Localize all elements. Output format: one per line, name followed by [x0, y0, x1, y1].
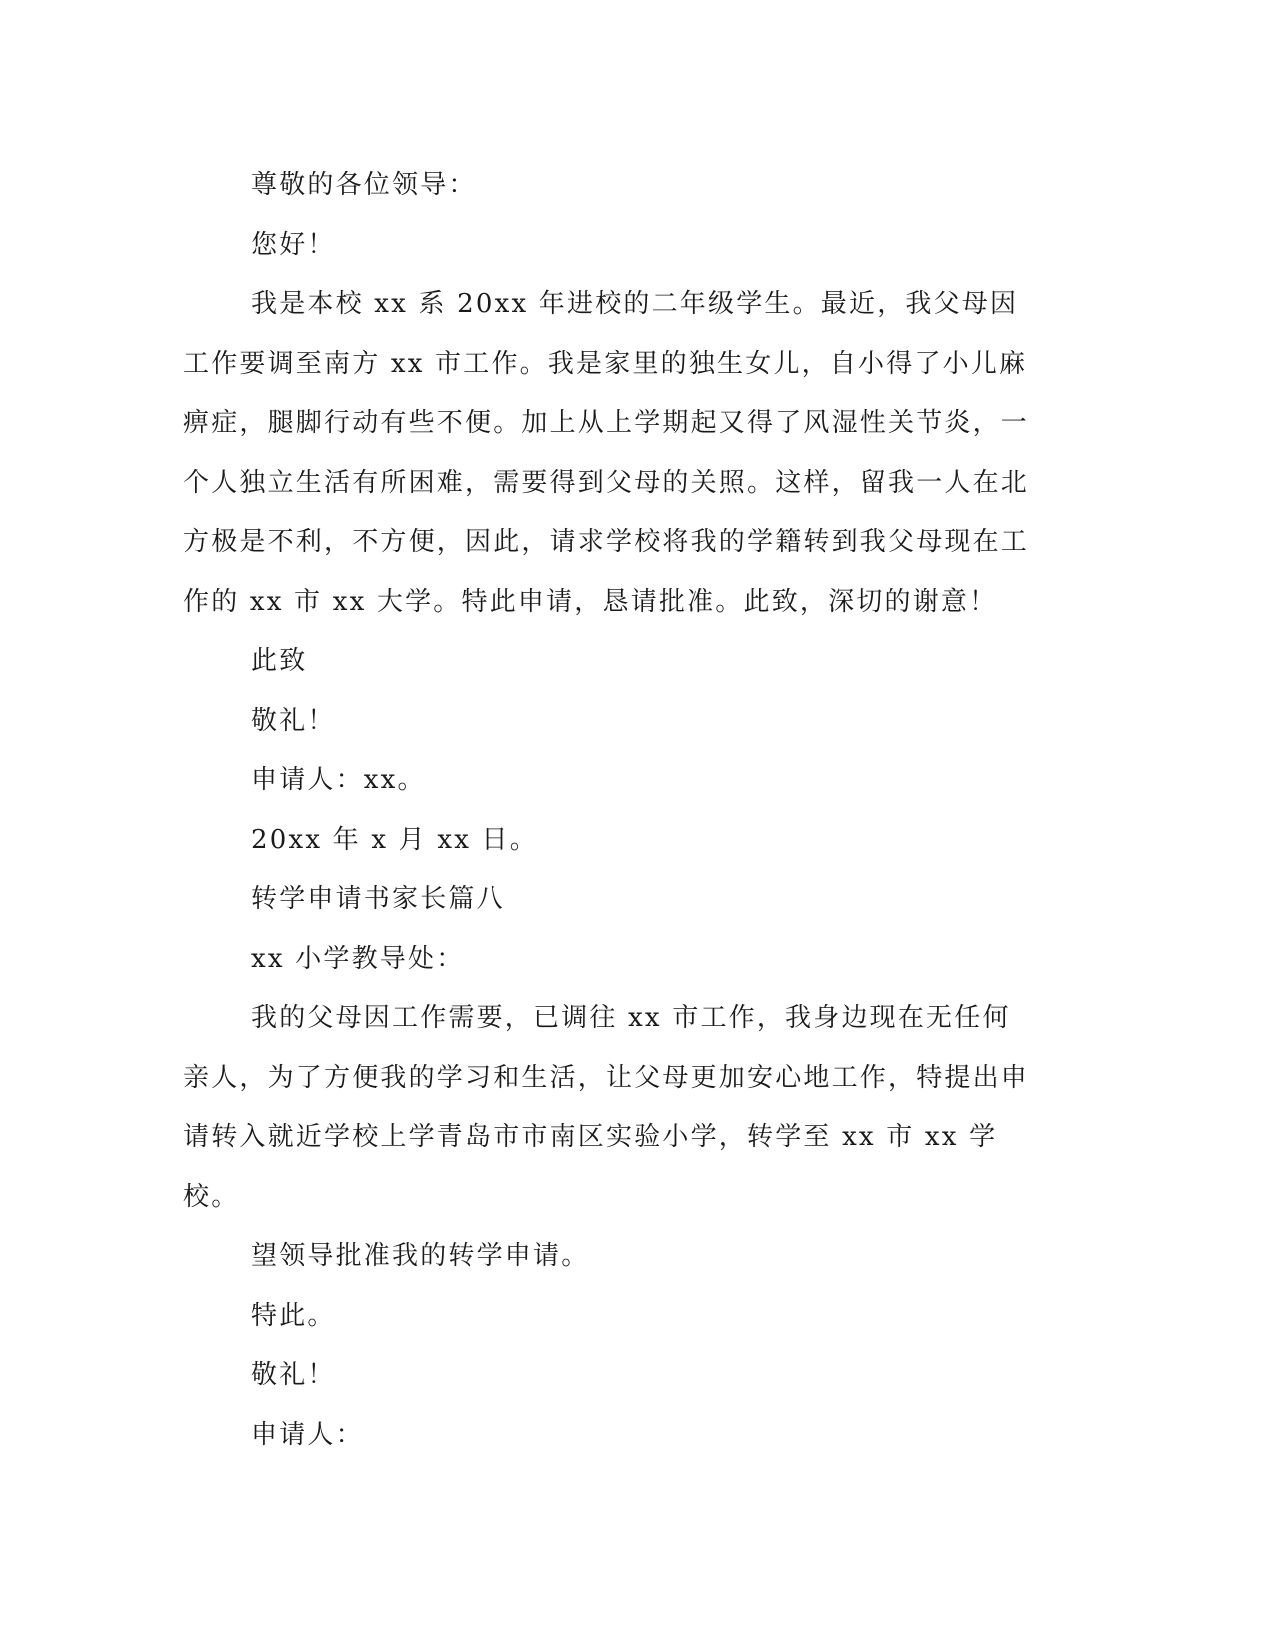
- date-paragraph: 20xx 年 x 月 xx 日。: [251, 824, 538, 855]
- body-paragraph: 我的父母因工作需要，已调往 xx 市工作，我身边现在无任何亲人，为了方便我的学习和生活，让父母更加安心地工作，特提出申请转入就近学校上学青岛市市南区实验小学，转学至 xx 市 xx 学校。: [183, 1003, 1030, 1212]
- body-paragraph: 我是本校 xx 系 20xx 年进校的二年级学生。最近，我父母因工作要调至南方 xx 市工作。我是家里的独生女儿，自小得了小儿麻痹症，腿脚行动有些不便。加上从上学期起又得了风湿性关节炎，一个人独立生活有所困难，需要得到父母的关照。这样，留我一人在北方极是不利，不方便，因此，请求学校将我的学籍转到我父母现在工作的 xx 市 xx 大学。特此申请，恳请批准。此致，深切的谢意！: [183, 289, 1030, 617]
- respect-paragraph: 敬礼！: [251, 705, 336, 736]
- respect-paragraph: 敬礼！: [251, 1360, 336, 1390]
- request-paragraph: 望领导批准我的转学申请。: [251, 1241, 590, 1271]
- applicant-paragraph: 申请人：xx。: [251, 765, 426, 795]
- applicant-paragraph: 申请人：: [251, 1419, 364, 1450]
- closing-paragraph: 此致: [251, 646, 308, 676]
- salutation-paragraph: xx 小学教导处：: [251, 943, 465, 974]
- document-body: [183, 156, 1033, 1465]
- greeting-paragraph: 您好！: [251, 229, 336, 260]
- salutation-paragraph: 尊敬的各位领导：: [251, 170, 477, 200]
- section-title: 转学申请书家长篇八: [251, 884, 505, 914]
- closing-paragraph: 特此。: [251, 1300, 336, 1331]
